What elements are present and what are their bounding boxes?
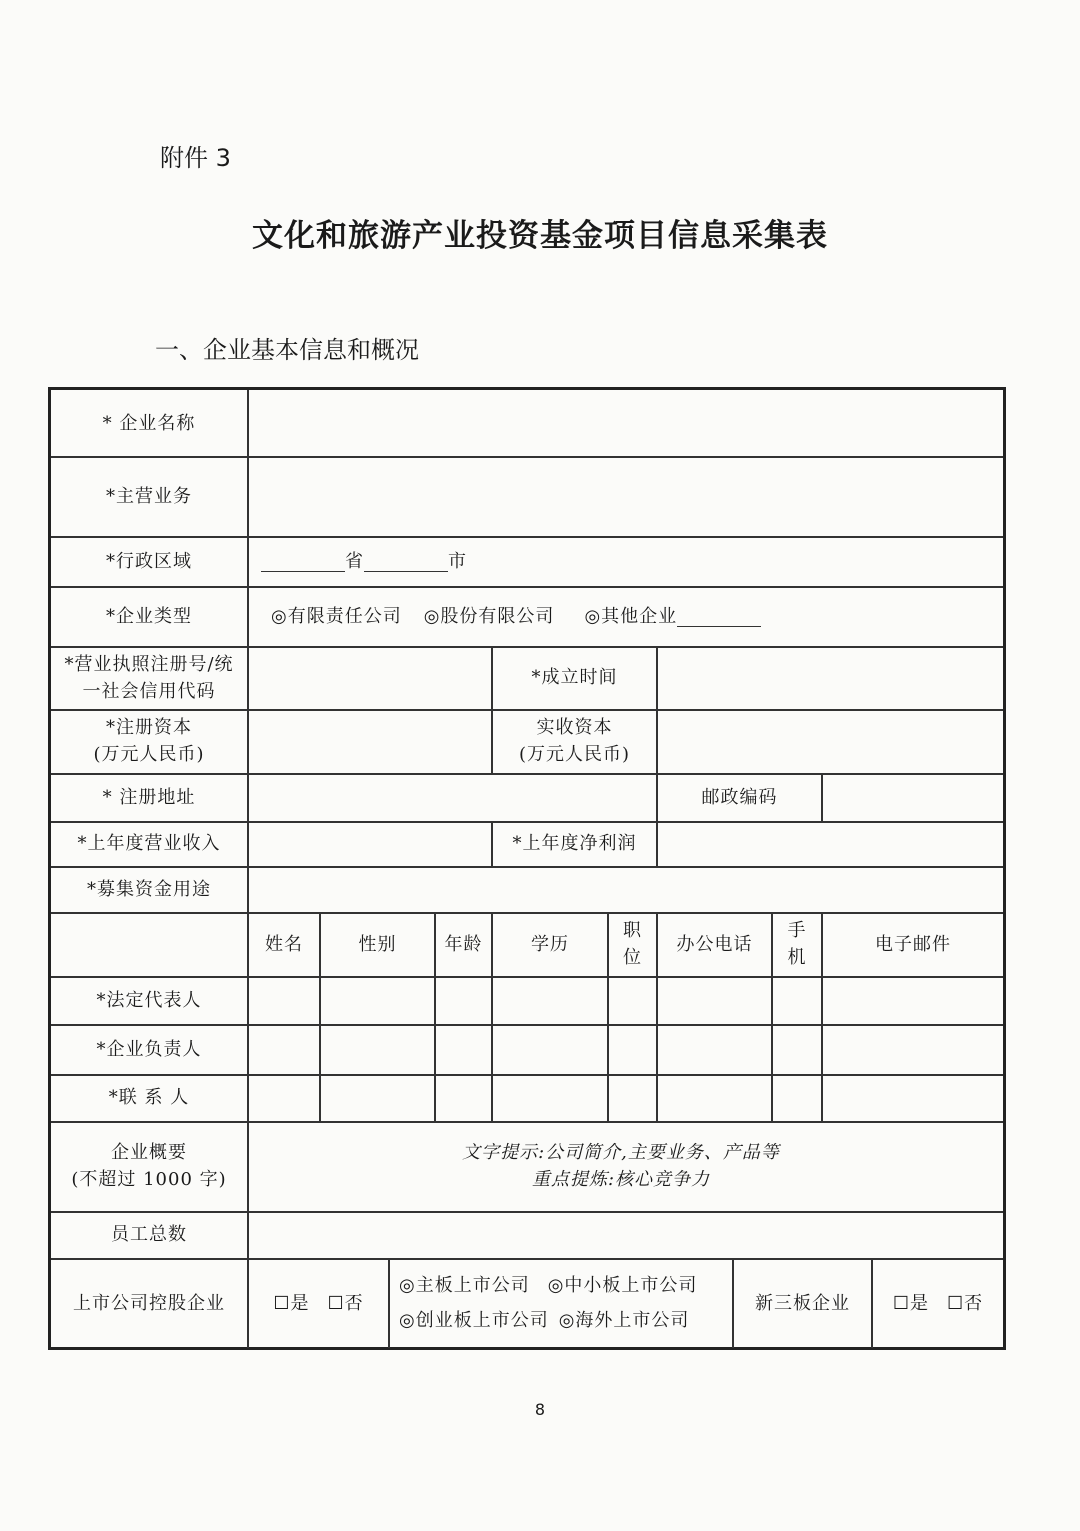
neeq-yes-checkbox[interactable]: ☐是: [892, 1292, 929, 1314]
listed-yes-checkbox[interactable]: ☐是: [273, 1292, 310, 1314]
col-education: 学历: [531, 933, 569, 955]
label-paid-capital: 实收资本 (万元人民币): [518, 717, 631, 765]
label-company-name: * 企业名称: [102, 412, 196, 434]
page-number: 8: [534, 1400, 546, 1419]
listed-holding-choice: [249, 1258, 388, 1348]
label-company-type: *企业类型: [106, 605, 192, 627]
label-legal-rep: *法定代表人: [96, 989, 202, 1011]
option-main-board[interactable]: ◎主板上市公司: [399, 1275, 530, 1296]
col-gender: 性别: [358, 933, 397, 955]
neeq-no-checkbox[interactable]: ☐否: [947, 1292, 984, 1314]
listed-no-checkbox[interactable]: ☐否: [327, 1292, 364, 1314]
col-mobile: 手 机: [787, 920, 807, 968]
label-region: *行政区域: [106, 550, 192, 572]
city-blank[interactable]: [364, 551, 448, 572]
neeq-choice: [873, 1258, 1003, 1348]
company-type-options: [271, 586, 1001, 646]
registered-address-field[interactable]: [249, 773, 656, 821]
label-registered-capital: *注册资本 (万元人民币): [93, 717, 205, 765]
region-field[interactable]: [261, 536, 1001, 586]
label-overview: 企业概要 (不超过 1000 字): [71, 1142, 227, 1190]
label-fund-use: *募集资金用途: [87, 878, 211, 900]
paid-capital-field[interactable]: [658, 709, 1003, 773]
attachment-label: 附件 3: [160, 144, 231, 172]
col-name: 姓名: [265, 933, 303, 955]
page-title: 文化和旅游产业投资基金项目信息采集表: [252, 218, 828, 254]
label-registered-address: * 注册地址: [102, 786, 196, 808]
option-other-company[interactable]: ◎其他企业: [584, 605, 678, 627]
label-company-head: *企业负责人: [96, 1038, 202, 1060]
contact-row[interactable]: [249, 1074, 1003, 1121]
established-field[interactable]: [658, 646, 1003, 709]
last-profit-field[interactable]: [658, 821, 1003, 866]
overview-hint-1: 文字提示:公司简介,主要业务、产品等: [462, 1142, 780, 1163]
main-business-field[interactable]: [249, 456, 1003, 536]
registered-capital-field[interactable]: [249, 709, 491, 773]
label-postal-code: 邮政编码: [701, 786, 778, 808]
option-sme-board[interactable]: ◎中小板上市公司: [547, 1275, 698, 1296]
city-label: 市: [448, 550, 467, 572]
overview-hint-2: 重点提炼:核心竞争力: [531, 1169, 711, 1190]
postal-code-field[interactable]: [823, 773, 1003, 821]
label-main-business: *主营业务: [106, 485, 192, 507]
option-limited-liability[interactable]: ◎有限责任公司: [271, 605, 402, 627]
col-office-phone: 办公电话: [676, 933, 753, 955]
province-label: 省: [345, 550, 364, 572]
legal-rep-row[interactable]: [249, 976, 1003, 1024]
info-form-table: [48, 387, 1006, 1350]
option-joint-stock[interactable]: ◎股份有限公司: [423, 605, 555, 627]
label-employees: 员工总数: [111, 1224, 187, 1245]
label-license-code: *营业执照注册号/统 一社会信用代码: [64, 653, 234, 702]
col-position: 职 位: [623, 920, 642, 968]
province-blank[interactable]: [261, 551, 345, 572]
overview-field[interactable]: [371, 1121, 871, 1211]
label-contact: *联 系 人: [108, 1087, 190, 1108]
col-age: 年龄: [444, 933, 483, 955]
listing-board-options: [399, 1258, 732, 1348]
company-name-field[interactable]: [249, 390, 1003, 456]
license-code-field[interactable]: [249, 646, 491, 709]
section-heading: 一、企业基本信息和概况: [155, 336, 419, 364]
option-chinext[interactable]: ◎创业板上市公司: [399, 1310, 549, 1331]
label-neeq: 新三板企业: [755, 1292, 850, 1314]
employees-field[interactable]: [249, 1211, 1003, 1258]
label-last-revenue: *上年度营业收入: [77, 833, 221, 854]
col-email: 电子邮件: [875, 933, 951, 955]
company-head-row[interactable]: [249, 1024, 1003, 1074]
option-overseas[interactable]: ◎海外上市公司: [558, 1310, 690, 1331]
label-listed-holding: 上市公司控股企业: [73, 1292, 225, 1314]
other-company-blank[interactable]: [677, 606, 761, 627]
label-last-profit: *上年度净利润: [512, 833, 637, 854]
fund-use-field[interactable]: [249, 866, 1003, 912]
last-revenue-field[interactable]: [249, 821, 491, 866]
label-established: *成立时间: [531, 667, 618, 688]
